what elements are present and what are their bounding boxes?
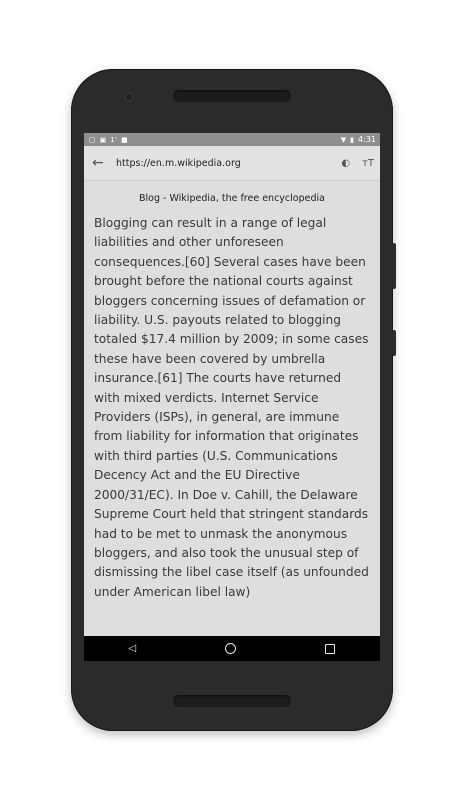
- nav-back-icon[interactable]: ◁: [128, 643, 137, 654]
- url-text[interactable]: https://en.m.wikipedia.org: [116, 157, 241, 169]
- top-speaker: [173, 90, 291, 102]
- nav-recents-icon[interactable]: [325, 644, 335, 654]
- page-title: Blog - Wikipedia, the free encyclopedia: [139, 193, 325, 204]
- text-size-icon[interactable]: ᴛT: [362, 157, 374, 169]
- signal-1-icon: 1’: [110, 135, 117, 144]
- back-arrow-icon[interactable]: ←: [92, 155, 104, 171]
- volume-button: [392, 243, 396, 289]
- contrast-icon[interactable]: ◐: [341, 157, 351, 169]
- front-camera: [124, 92, 134, 102]
- browser-toolbar: [84, 146, 380, 181]
- status-bar: [84, 133, 380, 146]
- power-button: [392, 330, 396, 356]
- status-time: 4:31: [358, 135, 376, 144]
- navigation-bar: [84, 636, 380, 661]
- nav-home-icon[interactable]: [225, 643, 236, 654]
- wifi-icon: ▼: [340, 135, 347, 144]
- notification-icon: ■: [120, 135, 128, 144]
- screen: [84, 133, 380, 661]
- battery-icon: ▮: [350, 135, 355, 144]
- image-icon: ▢: [89, 135, 96, 144]
- bottom-speaker: [173, 695, 291, 707]
- article-body: Blogging can result in a range of legal liabilities and other unforeseen consequences.[60] Several cases have been brought before the national courts against bloggers concerning issues of defamation or liability. U.S. payouts related to blogging totaled $17.4 million by 2009; in some cases these have been covered by umbrella insurance.[61] The courts have returned with mixed verdicts. Internet Service Providers (ISPs), in general, are immune from liability for information that originates with third parties (U.S. Communications Decency Act and the EU Directive 2000/31/EC). In Doe v. Cahill, the Delaware Supreme Court held that stringent standards had to be met to unmask the anonymous bloggers, and also took the unusual step of dismissing the libel case itself (as unfounded under American libel law): [94, 216, 369, 599]
- media-icon: ▣: [99, 135, 107, 144]
